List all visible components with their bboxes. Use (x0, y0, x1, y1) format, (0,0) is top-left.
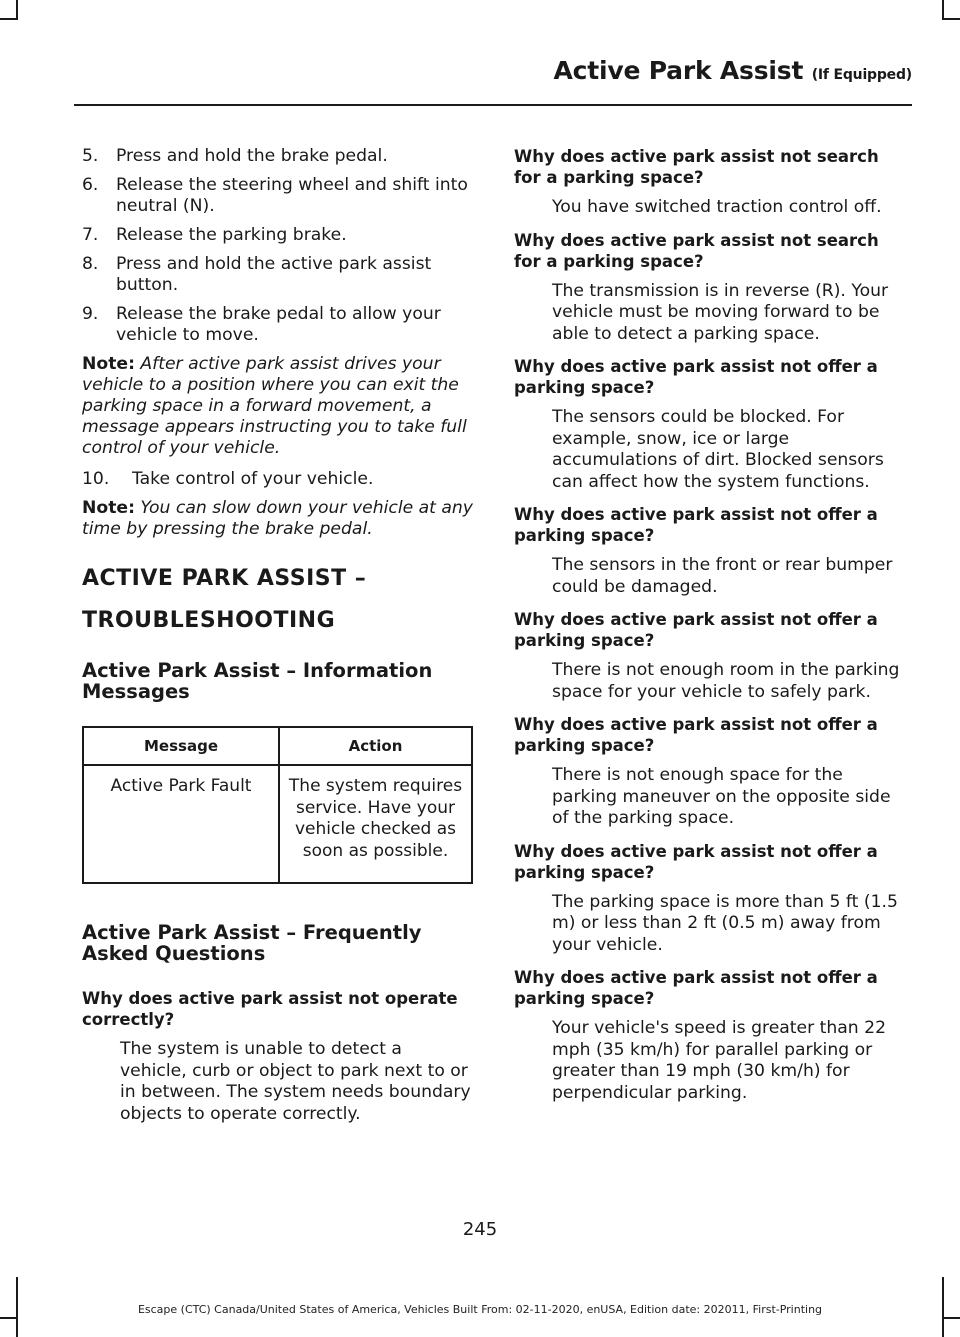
step-number: 6. (82, 175, 99, 195)
header-title: Active Park Assist (553, 56, 804, 85)
faq-heading: Active Park Assist – Frequently Asked Questions (82, 921, 422, 965)
step-text: Release the steering wheel and shift into neutral (N). (116, 175, 468, 216)
step-number: 7. (82, 225, 99, 245)
crop-mark (942, 0, 944, 20)
step-text: Take control of your vehicle. (132, 469, 374, 489)
table-cell: The system requires service. Have your vehicle checked as soon as possible. (279, 765, 472, 883)
step-list (82, 146, 474, 540)
step-text: Release the parking brake. (116, 225, 347, 245)
header-divider (74, 104, 912, 106)
right-column (514, 146, 908, 1115)
faq-question: Why does active park assist not search for a parking space? (514, 230, 879, 271)
left-column (82, 146, 474, 1136)
faq-answer: You have switched traction control off. (552, 197, 882, 217)
step-item (82, 304, 474, 346)
table-header-cell: Message (83, 727, 279, 765)
step-item (82, 254, 474, 296)
faq-answer: The transmission is in reverse (R). Your vehicle must be moving forward to be able to detect a parking space. (552, 280, 889, 344)
faq-question: Why does active park assist not operate correctly? (82, 989, 458, 1029)
step-number: 8. (82, 254, 99, 274)
faq-answer: There is not enough room in the parking space for your vehicle to safely park. (552, 660, 900, 702)
faq-answer: The sensors in the front or rear bumper could be damaged. (552, 555, 893, 597)
info-messages-heading: Active Park Assist – Information Messages (82, 659, 433, 703)
faq-answer: The system is unable to detect a vehicle, curb or object to park next to or in between. The system needs boundary objects to operate correctly. (120, 1039, 471, 1124)
note-text: After active park assist drives your vehicle to a position where you can exit the parking space in a forward movement, a message appears instructing you to take full control of your vehicle. (82, 354, 467, 458)
faq-question: Why does active park assist not offer a parking space? (514, 968, 878, 1008)
page-header (553, 56, 912, 85)
table-row (83, 765, 472, 883)
step-text: Press and hold the brake pedal. (116, 146, 388, 166)
crop-mark (16, 0, 18, 20)
section-heading-line: ACTIVE PARK ASSIST – (82, 566, 367, 591)
faq-answer: The sensors could be blocked. For example, snow, ice or large accumulations of dirt. Blocked sensors can affect how the system functions. (552, 407, 884, 492)
step-number: 9. (82, 304, 99, 324)
faq-question: Why does active park assist not offer a parking space? (514, 715, 878, 755)
step-text: Release the brake pedal to allow your vehicle to move. (116, 304, 441, 345)
step-item (82, 146, 474, 167)
faq-answer: The parking space is more than 5 ft (1.5 m) or less than 2 ft (0.5 m) away from your vehicle. (552, 891, 898, 955)
header-suffix: (If Equipped) (811, 67, 912, 83)
step-item (82, 225, 474, 246)
note-text: You can slow down your vehicle at any time by pressing the brake pedal. (82, 498, 473, 539)
messages-table (82, 726, 473, 884)
faq-question: Why does active park assist not offer a parking space? (514, 841, 878, 882)
table-header-row (83, 727, 472, 765)
note-label: Note: (82, 354, 135, 374)
section-heading-line: TROUBLESHOOTING (82, 608, 336, 633)
step-number: 5. (82, 146, 99, 166)
crop-mark (942, 1317, 960, 1319)
page-footer: Escape (CTC) Canada/United States of America, Vehicles Built From: 02-11-2020, enUSA, Edition date: 202011, First-Printing (137, 1303, 823, 1316)
faq-question: Why does active park assist not search for a parking space? (514, 147, 879, 187)
faq-answer: There is not enough space for the parking maneuver on the opposite side of the parking space. (552, 765, 891, 828)
crop-mark (942, 18, 960, 20)
note (82, 498, 474, 540)
faq-question: Why does active park assist not offer a parking space? (514, 610, 878, 650)
step-text: Press and hold the active park assist button. (116, 254, 432, 295)
faq-question: Why does active park assist not offer a parking space? (514, 357, 878, 397)
table-cell: Active Park Fault (83, 765, 279, 883)
faq-question: Why does active park assist not offer a parking space? (514, 505, 878, 545)
table-header-cell: Action (279, 727, 472, 765)
faq-answer: Your vehicle's speed is greater than 22 mph (35 km/h) for parallel parking or greater than 19 mph (30 km/h) for perpendicular parking. (552, 1018, 887, 1103)
note (82, 354, 474, 459)
step-item (82, 175, 474, 217)
step-item (82, 469, 474, 490)
section-heading (82, 558, 474, 642)
step-number: 10. (82, 469, 110, 489)
note-label: Note: (82, 498, 135, 518)
page-number: 245 (462, 1219, 498, 1240)
